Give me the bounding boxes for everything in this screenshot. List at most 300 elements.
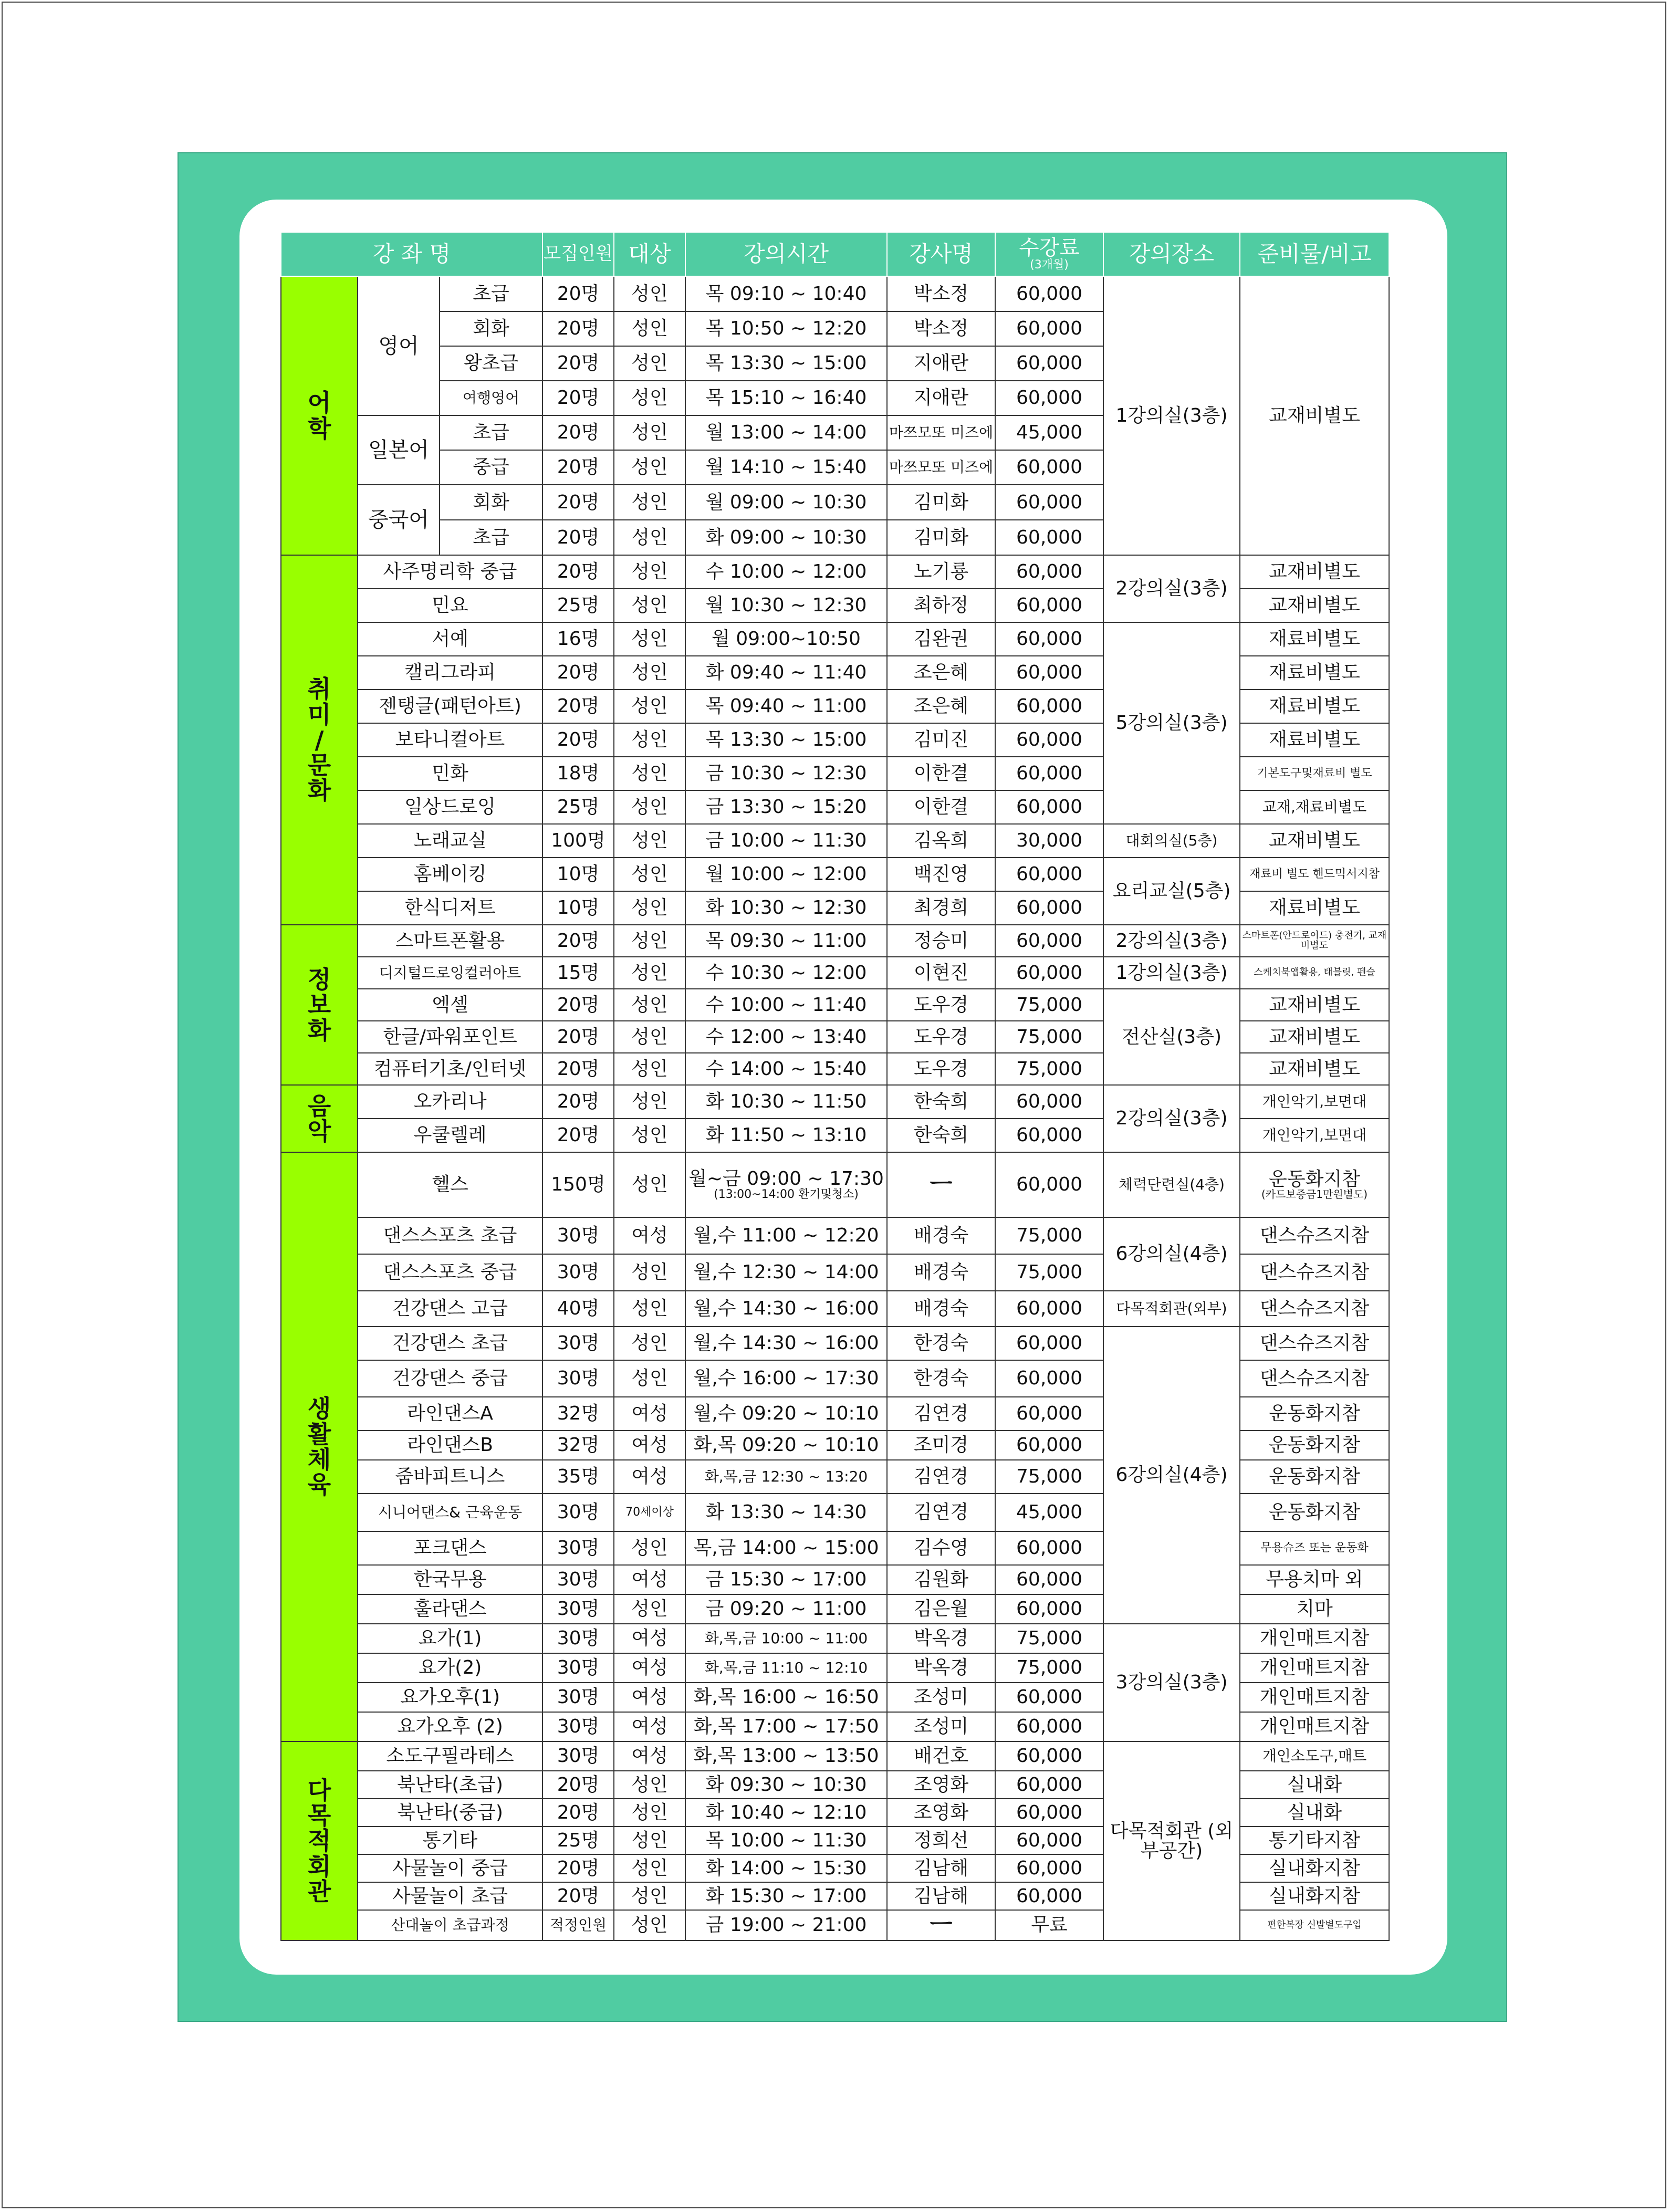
class-time: 목,금 14:00 ~ 15:00 [685,1531,887,1565]
fee: 60,000 [995,589,1103,622]
target: 성인 [614,1882,685,1910]
fee: 45,000 [995,415,1103,450]
target: 성인 [614,485,685,520]
instructor: 지애란 [887,381,995,415]
header-fee [995,232,1103,276]
target: 성인 [614,450,685,485]
course-name: 왕초급 [440,346,542,381]
note: 교재,재료비별도 [1240,790,1389,824]
fee: 75,000 [995,1021,1103,1053]
target: 여성 [614,1712,685,1741]
instructor: 배경숙 [887,1254,995,1291]
class-time: 화 13:30 ~ 14:30 [685,1494,887,1531]
fee: 75,000 [995,1624,1103,1653]
fee: 60,000 [995,690,1103,723]
course-name: 사물놀이 중급 [358,1854,542,1882]
course-name: 캘리그라피 [358,656,542,690]
instructor: 박소정 [887,311,995,346]
fee: 60,000 [995,1565,1103,1594]
capacity: 25명 [542,589,614,622]
class-time: 화,목,금 12:30 ~ 13:20 [685,1460,887,1494]
fee: 60,000 [995,1854,1103,1882]
capacity: 30명 [542,1531,614,1565]
note: 재료비별도 [1240,723,1389,757]
table-row [281,1741,1389,1771]
note: 개인소도구,매트 [1240,1741,1389,1771]
course-name: 일상드로잉 [358,790,542,824]
instructor: 이한결 [887,757,995,790]
class-time: 수 12:00 ~ 13:40 [685,1021,887,1053]
course-name: 회화 [440,485,542,520]
note: 운동화지참 [1240,1460,1389,1494]
note: 개인매트지참 [1240,1683,1389,1712]
capacity: 20명 [542,1053,614,1085]
class-time: 목 10:50 ~ 12:20 [685,311,887,346]
note: 댄스슈즈지참 [1240,1254,1389,1291]
note-main: 운동화지참 [1269,1168,1360,1190]
note: 교재비별도 [1240,824,1389,858]
note: 재료비 별도 핸드믹서지참 [1240,858,1389,891]
instructor: 조성미 [887,1712,995,1741]
room: 1강의실(3층) [1103,957,1240,989]
class-time: 화 09:30 ~ 10:30 [685,1771,887,1799]
course-name: 라인댄스B [358,1431,542,1460]
instructor: 김미화 [887,485,995,520]
capacity: 20명 [542,1119,614,1152]
capacity: 25명 [542,790,614,824]
class-time: 수 10:00 ~ 11:40 [685,989,887,1021]
note: 운동화지참 [1240,1397,1389,1431]
table-row [281,925,1389,957]
instructor: 조영화 [887,1799,995,1827]
capacity: 30명 [542,1683,614,1712]
table-row [281,1327,1389,1360]
target: 성인 [614,1910,685,1940]
course-name: 소도구필라테스 [358,1741,542,1771]
class-time: 금 19:00 ~ 21:00 [685,1910,887,1940]
instructor: 백진영 [887,858,995,891]
note: 재료비별도 [1240,891,1389,925]
target: 성인 [614,1360,685,1397]
target: 여성 [614,1653,685,1683]
target: 성인 [614,757,685,790]
class-time: 화,목 17:00 ~ 17:50 [685,1712,887,1741]
instructor: 조은혜 [887,690,995,723]
room: 3강의실(3층) [1103,1624,1240,1741]
target: 여성 [614,1431,685,1460]
instructor: 이현진 [887,957,995,989]
room: 6강의실(4층) [1103,1327,1240,1624]
course-name: 시니어댄스& 근육운동 [358,1494,542,1531]
capacity: 20명 [542,381,614,415]
class-time: 화 10:30 ~ 12:30 [685,891,887,925]
course-name: 건강댄스 고급 [358,1291,542,1327]
course-name: 한글/파워포인트 [358,1021,542,1053]
course-name: 요가오후(1) [358,1683,542,1712]
target: 성인 [614,925,685,957]
note: 개인악기,보면대 [1240,1119,1389,1152]
course-name: 민요 [358,589,542,622]
fee: 75,000 [995,1653,1103,1683]
instructor: 최경희 [887,891,995,925]
instructor: 지애란 [887,346,995,381]
course-name: 사물놀이 초급 [358,1882,542,1910]
capacity: 30명 [542,1712,614,1741]
course-name: 젠탱글(패턴아트) [358,690,542,723]
header-time: 강의시간 [685,232,887,276]
capacity: 20명 [542,555,614,589]
category-music: 음 악 [281,1085,358,1152]
target: 70세이상 [614,1494,685,1531]
header-note: 준비물/비고 [1240,232,1389,276]
course-schedule-table [280,232,1390,1941]
note: 편한복장 신발별도구입 [1240,1910,1389,1940]
note: 재료비별도 [1240,622,1389,656]
note: 댄스슈즈지참 [1240,1360,1389,1397]
course-name: 회화 [440,311,542,346]
target: 성인 [614,311,685,346]
course-name: 건강댄스 초급 [358,1327,542,1360]
note: 실내화 [1240,1771,1389,1799]
target: 성인 [614,1799,685,1827]
target: 성인 [614,276,685,311]
note: 교재비별도 [1240,989,1389,1021]
fee: 60,000 [995,485,1103,520]
target: 성인 [614,858,685,891]
target: 여성 [614,1683,685,1712]
fee: 45,000 [995,1494,1103,1531]
course-name: 북난타(중급) [358,1799,542,1827]
fee: 60,000 [995,1827,1103,1854]
fee: 60,000 [995,1882,1103,1910]
fee: 60,000 [995,858,1103,891]
instructor: 김완권 [887,622,995,656]
class-time: 월 09:00 ~ 10:30 [685,485,887,520]
note: 운동화지참 [1240,1431,1389,1460]
fee: 60,000 [995,381,1103,415]
target: 성인 [614,656,685,690]
fee: 60,000 [995,1771,1103,1799]
class-time: 월,수 11:00 ~ 12:20 [685,1217,887,1254]
fee: 60,000 [995,1397,1103,1431]
fee: 60,000 [995,1594,1103,1624]
instructor: 김연경 [887,1460,995,1494]
class-time: 목 09:40 ~ 11:00 [685,690,887,723]
course-name: 한국무용 [358,1565,542,1594]
table-row [281,1085,1389,1119]
fee: 60,000 [995,1085,1103,1119]
capacity: 30명 [542,1327,614,1360]
capacity: 20명 [542,925,614,957]
capacity: 적정인원 [542,1910,614,1940]
room: 2강의실(3층) [1103,1085,1240,1152]
capacity: 32명 [542,1431,614,1460]
course-name: 노래교실 [358,824,542,858]
target: 여성 [614,1217,685,1254]
fee: 60,000 [995,925,1103,957]
target: 성인 [614,1254,685,1291]
class-time: 수 14:00 ~ 15:40 [685,1053,887,1085]
header-room: 강의장소 [1103,232,1240,276]
fee: 60,000 [995,346,1103,381]
capacity: 30명 [542,1494,614,1531]
instructor: 한숙희 [887,1085,995,1119]
course-name: 포크댄스 [358,1531,542,1565]
fee: 30,000 [995,824,1103,858]
fee: 60,000 [995,891,1103,925]
capacity: 30명 [542,1741,614,1771]
room: 전산실(3층) [1103,989,1240,1085]
fee: 60,000 [995,1712,1103,1741]
target: 성인 [614,1085,685,1119]
note-deposit: (카드보증금1만원별도) [1261,1188,1368,1201]
target: 성인 [614,723,685,757]
instructor: 김연경 [887,1494,995,1531]
target: 성인 [614,381,685,415]
instructor: 김미진 [887,723,995,757]
capacity: 150명 [542,1152,614,1217]
table-row [281,1152,1389,1217]
fee: 60,000 [995,1799,1103,1827]
note: 교재비별도 [1240,1021,1389,1053]
header-course: 강 좌 명 [281,232,542,276]
capacity: 20명 [542,311,614,346]
course-name: 여행영어 [440,381,542,415]
note: 개인악기,보면대 [1240,1085,1389,1119]
note: 스케치북앱활용, 태블릿, 펜슬 [1240,957,1389,989]
capacity: 20명 [542,690,614,723]
fee: 60,000 [995,1531,1103,1565]
capacity: 18명 [542,757,614,790]
course-name: 디지털드로잉컬러아트 [358,957,542,989]
category-hobby: 취 미 / 문 화 [281,555,358,925]
target: 여성 [614,1460,685,1494]
class-time: 월 14:10 ~ 15:40 [685,450,887,485]
capacity: 20명 [542,1882,614,1910]
capacity: 20명 [542,346,614,381]
target: 여성 [614,1565,685,1594]
note: 치마 [1240,1594,1389,1624]
instructor: 마쯔모또 미즈에 [887,450,995,485]
course-name: 사주명리학 중급 [358,555,542,589]
class-time: 목 09:30 ~ 11:00 [685,925,887,957]
room: 요리교실(5층) [1103,858,1240,925]
class-time: 금 13:30 ~ 15:20 [685,790,887,824]
capacity: 30명 [542,1565,614,1594]
instructor: 한숙희 [887,1119,995,1152]
table-row [281,276,1389,311]
fee: 60,000 [995,656,1103,690]
course-name: 초급 [440,520,542,555]
subcategory-english: 영어 [358,276,440,415]
target: 성인 [614,622,685,656]
header-row [281,232,1389,276]
fee: 75,000 [995,1254,1103,1291]
target: 성인 [614,520,685,555]
class-time: 화 10:40 ~ 12:10 [685,1799,887,1827]
target: 성인 [614,824,685,858]
note: 운동화지참 [1240,1494,1389,1531]
target: 성인 [614,1827,685,1854]
course-name: 한식디저트 [358,891,542,925]
room: 다목적회관 (외부공간) [1103,1741,1240,1940]
capacity: 32명 [542,1397,614,1431]
header-target: 대상 [614,232,685,276]
instructor: 김수영 [887,1531,995,1565]
fee: 60,000 [995,1431,1103,1460]
instructor: 배건호 [887,1741,995,1771]
note: 댄스슈즈지참 [1240,1327,1389,1360]
header-instructor: 강사명 [887,232,995,276]
course-name: 오카리나 [358,1085,542,1119]
capacity: 30명 [542,1217,614,1254]
class-time: 월 10:00 ~ 12:00 [685,858,887,891]
fee: 60,000 [995,622,1103,656]
class-time: 화,목,금 11:10 ~ 12:10 [685,1653,887,1683]
capacity: 100명 [542,824,614,858]
fee: 60,000 [995,757,1103,790]
course-name: 댄스스포츠 초급 [358,1217,542,1254]
capacity: 20명 [542,485,614,520]
target: 성인 [614,690,685,723]
capacity: 20명 [542,1021,614,1053]
capacity: 16명 [542,622,614,656]
class-time: 화 09:00 ~ 10:30 [685,520,887,555]
class-time: 화 11:50 ~ 13:10 [685,1119,887,1152]
category-language: 어 학 [281,276,358,555]
course-name: 헬스 [358,1152,542,1217]
class-time: 목 10:00 ~ 11:30 [685,1827,887,1854]
room: 대회의실(5층) [1103,824,1240,858]
class-time: 화,목 13:00 ~ 13:50 [685,1741,887,1771]
target: 여성 [614,1741,685,1771]
note: 실내화지참 [1240,1882,1389,1910]
fee: 60,000 [995,1360,1103,1397]
capacity: 20명 [542,450,614,485]
fee: 60,000 [995,1683,1103,1712]
table-row [281,989,1389,1021]
capacity: 40명 [542,1291,614,1327]
capacity: 20명 [542,1771,614,1799]
note: 개인매트지참 [1240,1712,1389,1741]
instructor: 배경숙 [887,1217,995,1254]
instructor: 김은월 [887,1594,995,1624]
fee: 60,000 [995,311,1103,346]
fee: 60,000 [995,450,1103,485]
class-time: 월 10:30 ~ 12:30 [685,589,887,622]
instructor: 김연경 [887,1397,995,1431]
target: 성인 [614,1327,685,1360]
class-time: 수 10:30 ~ 12:00 [685,957,887,989]
target: 성인 [614,1771,685,1799]
class-time: 월,수 16:00 ~ 17:30 [685,1360,887,1397]
target: 성인 [614,415,685,450]
target: 여성 [614,1624,685,1653]
table-row [281,1291,1389,1327]
class-time: 수 10:00 ~ 12:00 [685,555,887,589]
course-name: 민화 [358,757,542,790]
fee: 75,000 [995,989,1103,1021]
target: 성인 [614,1594,685,1624]
note: 실내화지참 [1240,1854,1389,1882]
subcategory-japanese: 일본어 [358,415,440,485]
course-name: 요가(2) [358,1653,542,1683]
instructor: 한경숙 [887,1360,995,1397]
note: 교재비별도 [1240,276,1389,555]
instructor: 도우경 [887,1021,995,1053]
capacity: 20명 [542,989,614,1021]
capacity: 30명 [542,1624,614,1653]
fee: 75,000 [995,1053,1103,1085]
note: 교재비별도 [1240,589,1389,622]
table-row [281,824,1389,858]
instructor: 한경숙 [887,1327,995,1360]
fee: 75,000 [995,1460,1103,1494]
category-hall: 다 목 적 회 관 [281,1741,358,1940]
capacity: 20명 [542,1085,614,1119]
category-sports: 생 활 체 육 [281,1152,358,1741]
class-time-note: (13:00~14:00 환기및청소) [714,1188,859,1202]
course-name: 훌라댄스 [358,1594,542,1624]
note: 무용슈즈 또는 운동화 [1240,1531,1389,1565]
instructor: 김미화 [887,520,995,555]
fee: 60,000 [995,276,1103,311]
class-time: 목 09:10 ~ 10:40 [685,276,887,311]
target: 성인 [614,1021,685,1053]
header-capacity: 모집인원 [542,232,614,276]
class-time: 화,목 09:20 ~ 10:10 [685,1431,887,1460]
note: 댄스슈즈지참 [1240,1291,1389,1327]
fee: 60,000 [995,1327,1103,1360]
course-name: 줌바피트니스 [358,1460,542,1494]
instructor: 도우경 [887,989,995,1021]
fee: 75,000 [995,1217,1103,1254]
target: 성인 [614,346,685,381]
header-fee-label: 수강료 [1019,236,1080,260]
class-time: 월 13:00 ~ 14:00 [685,415,887,450]
fee: 60,000 [995,1291,1103,1327]
class-time: 화,목 16:00 ~ 16:50 [685,1683,887,1712]
fee: 60,000 [995,723,1103,757]
course-name: 라인댄스A [358,1397,542,1431]
class-time: 월,수 09:20 ~ 10:10 [685,1397,887,1431]
course-name: 보타니컬아트 [358,723,542,757]
class-time: 금 10:00 ~ 11:30 [685,824,887,858]
instructor: 박옥경 [887,1653,995,1683]
course-name: 댄스스포츠 중급 [358,1254,542,1291]
course-name: 건강댄스 중급 [358,1360,542,1397]
fee: 60,000 [995,1152,1103,1217]
note: 교재비별도 [1240,555,1389,589]
target: 성인 [614,1291,685,1327]
table-row [281,555,1389,589]
class-time: 월,수 14:30 ~ 16:00 [685,1291,887,1327]
instructor: 정희선 [887,1827,995,1854]
instructor: 박옥경 [887,1624,995,1653]
instructor: ㅡ [887,1152,995,1217]
note: 개인매트지참 [1240,1653,1389,1683]
target: 성인 [614,589,685,622]
target: 여성 [614,1397,685,1431]
instructor: 조영화 [887,1771,995,1799]
instructor: 마쯔모또 미즈에 [887,415,995,450]
note: 통기타지참 [1240,1827,1389,1854]
class-time: 월,수 14:30 ~ 16:00 [685,1327,887,1360]
instructor: 정승미 [887,925,995,957]
category-info: 정 보 화 [281,925,358,1085]
instructor: 조은혜 [887,656,995,690]
course-name: 서예 [358,622,542,656]
